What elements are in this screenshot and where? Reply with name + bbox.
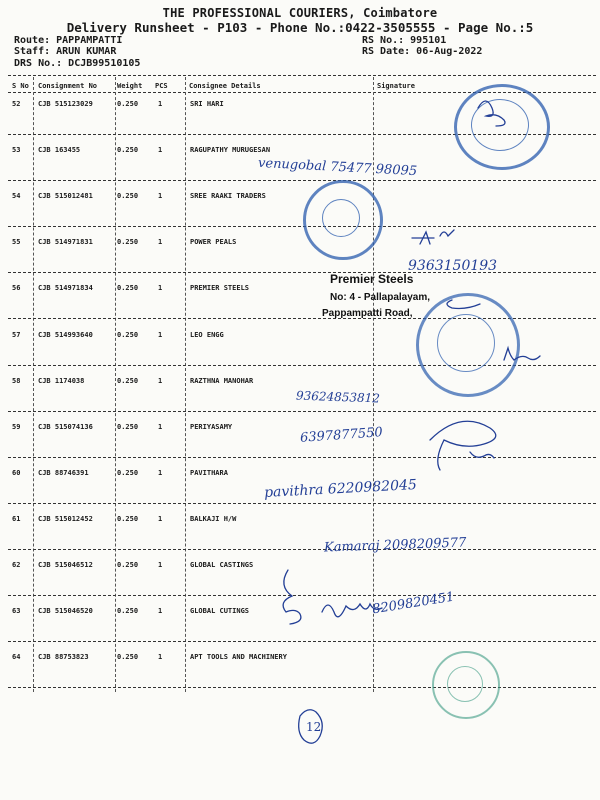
pcs-cell: 1 — [158, 100, 163, 108]
company-title: THE PROFESSIONAL COURIERS, Coimbatore — [162, 6, 438, 20]
pcs-cell: 1 — [158, 514, 163, 523]
consignment-cell: CJB 163455 — [38, 146, 81, 155]
consignment-cell: CJB 1174038 — [38, 376, 85, 385]
pcs-cell: 1 — [158, 653, 163, 662]
premier-stamp-line3: Pappampatti Road, — [322, 308, 413, 319]
weight-cell: 0.250 — [117, 238, 139, 247]
page-mark: 12 — [306, 720, 322, 734]
sno-cell: 54 — [12, 192, 21, 201]
weight-cell: 0.250 — [117, 561, 139, 569]
consignment-cell: CJB 515012481 — [38, 192, 93, 201]
pcs-cell: 1 — [158, 330, 163, 339]
pcs-cell: 1 — [158, 607, 163, 616]
handwritten-note-row53: venugobal 75477 98095 — [257, 155, 418, 180]
drs-number: DRS No.: DCJB99510105 — [14, 58, 141, 69]
sno-cell: 60 — [12, 468, 21, 477]
consignment-cell: CJB 515012452 — [38, 514, 93, 523]
pcs-cell: 1 — [158, 422, 163, 431]
col-header-sno: S No — [12, 82, 29, 90]
sno-cell: 63 — [12, 607, 21, 616]
pcs-cell: 1 — [158, 561, 163, 569]
rs-number: RS No.: 995101 — [362, 35, 447, 46]
sno-cell: 61 — [12, 514, 21, 523]
col-header-signature: Signature — [377, 82, 415, 90]
col-header-consignee: Consignee Details — [189, 82, 261, 90]
consignment-cell: CJB 515074136 — [38, 422, 93, 431]
pcs-cell: 1 — [158, 146, 163, 155]
sno-cell: 57 — [12, 330, 21, 339]
handwritten-note-row58: 93624853812 — [295, 388, 381, 406]
sno-cell: 62 — [12, 561, 21, 569]
sno-cell: 59 — [12, 422, 21, 431]
consignee-cell: LEO ENGG — [190, 330, 224, 339]
handwritten-phone-row55: 9363150193 — [408, 258, 498, 274]
pcs-cell: 1 — [158, 468, 163, 477]
pcs-cell: 1 — [158, 238, 163, 247]
weight-cell: 0.250 — [117, 607, 139, 616]
weight-cell: 0.250 — [117, 146, 139, 155]
sno-cell: 55 — [12, 238, 21, 247]
consignee-cell: RAGUPATHY MURUGESAN — [190, 146, 271, 155]
handwritten-note-row60: pavithra 6220982045 — [263, 477, 418, 501]
consignee-cell: GLOBAL CUTINGS — [190, 607, 250, 616]
consignment-cell: CJB 515123029 — [38, 100, 93, 108]
consignee-cell: SRI HARI — [190, 100, 224, 108]
handwritten-phone-row63: 8209820451 — [371, 589, 456, 618]
pcs-cell: 1 — [158, 376, 163, 385]
weight-cell: 0.250 — [117, 330, 139, 339]
weight-cell: 0.250 — [117, 514, 139, 523]
pcs-cell: 1 — [158, 192, 163, 201]
handwritten-phone-row59: 6397877550 — [299, 425, 384, 446]
col-header-consignment: Consignment No — [38, 82, 98, 90]
route-label: Route: PAPPAMPATTI — [14, 35, 123, 46]
consignee-cell: POWER PEALS — [190, 238, 237, 247]
consignment-cell: CJB 514971834 — [38, 284, 93, 293]
weight-cell: 0.250 — [117, 376, 139, 385]
handwritten-note-row62: Kamaraj 2098209577 — [323, 535, 467, 556]
sno-cell: 64 — [12, 653, 21, 662]
sno-cell: 52 — [12, 100, 21, 108]
consignee-cell: SREE RAAKI TRADERS — [190, 192, 266, 201]
consignee-cell: GLOBAL CASTINGS — [190, 561, 254, 569]
weight-cell: 0.250 — [117, 100, 139, 108]
consignment-cell: CJB 88753823 — [38, 653, 89, 662]
rs-date: RS Date: 06-Aug-2022 — [362, 46, 483, 57]
col-header-pcs: PCS — [155, 82, 168, 90]
col-header-weight: Weight — [117, 82, 143, 90]
consignment-cell: CJB 514971831 — [38, 238, 93, 247]
consignee-cell: BALKAJI H/W — [190, 514, 237, 523]
consignment-cell: CJB 515046512 — [38, 561, 93, 569]
sno-cell: 56 — [12, 284, 21, 293]
consignee-cell: PREMIER STEELS — [190, 284, 250, 293]
consignee-cell: APT TOOLS AND MACHINERY — [190, 653, 287, 662]
weight-cell: 0.250 — [117, 422, 139, 431]
premier-stamp-line1: Premier Steels — [330, 272, 414, 286]
consignment-cell: CJB 514993640 — [38, 330, 93, 339]
consignee-cell: PAVITHARA — [190, 468, 228, 477]
weight-cell: 0.250 — [117, 192, 139, 201]
weight-cell: 0.250 — [117, 284, 139, 293]
weight-cell: 0.250 — [117, 468, 139, 477]
consignment-cell: CJB 88746391 — [38, 468, 89, 477]
sno-cell: 53 — [12, 146, 21, 155]
consignment-cell: CJB 515046520 — [38, 607, 93, 616]
runsheet-title: Delivery Runsheet - P103 - Phone No.:0422-3505555 - Page No.:5 — [66, 20, 534, 35]
staff-label: Staff: ARUN KUMAR — [14, 46, 117, 57]
consignee-cell: PERIYASAMY — [190, 422, 233, 431]
premier-stamp-line2: No: 4 - Pallapalayam, — [330, 292, 431, 303]
sno-cell: 58 — [12, 376, 21, 385]
pcs-cell: 1 — [158, 284, 163, 293]
weight-cell: 0.250 — [117, 653, 139, 662]
consignee-cell: RAZTHNA MANOHAR — [190, 376, 254, 385]
